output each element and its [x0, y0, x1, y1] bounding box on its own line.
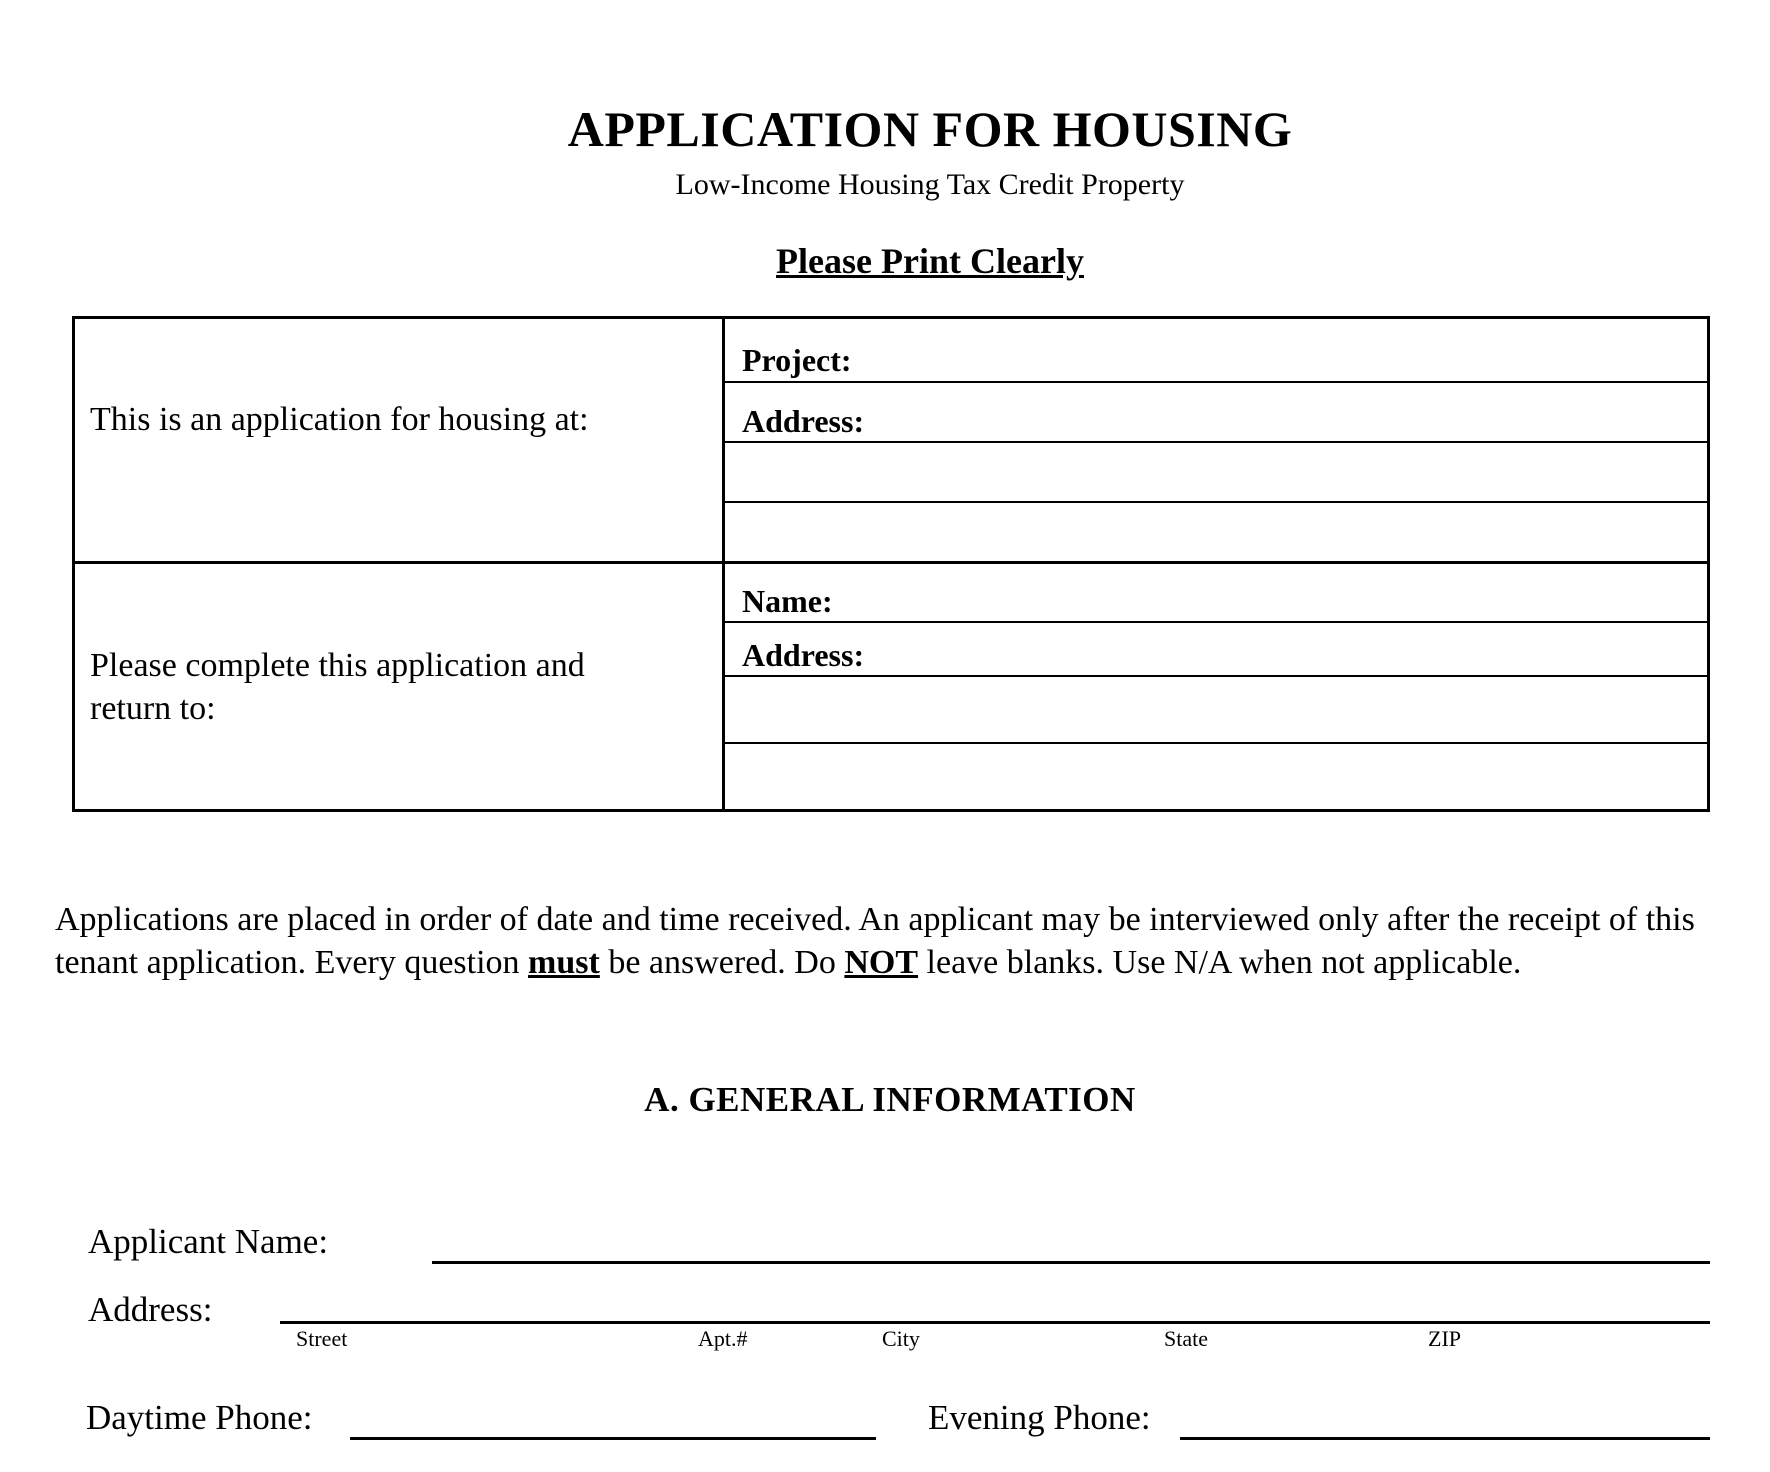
notice-text-2: be answered. Do: [599, 944, 845, 981]
notice-paragraph: [55, 898, 1755, 984]
project-address-line-1[interactable]: [724, 441, 1710, 443]
address-street-label: Street: [296, 1326, 348, 1351]
project-address-line-2[interactable]: [724, 501, 1710, 503]
daytime-phone-label: Daytime Phone:: [86, 1398, 313, 1437]
page-subtitle: Low-Income Housing Tax Credit Property: [675, 168, 1185, 201]
notice-must: must: [528, 944, 600, 981]
address-apt-label: Apt.#: [698, 1326, 748, 1351]
return-address-line-1[interactable]: [724, 675, 1710, 677]
info-table: [72, 316, 1710, 812]
page-title: APPLICATION FOR HOUSING: [567, 101, 1293, 157]
notice-not: NOT: [844, 944, 919, 981]
address-field[interactable]: [280, 1321, 1710, 1324]
project-address-label: Address:: [742, 403, 865, 439]
return-name-label: Name:: [742, 583, 833, 619]
housing-at-label: This is an application for housing at:: [90, 401, 589, 438]
address-state-label: State: [1164, 1326, 1208, 1351]
notice-text-3: leave blanks. Use N/A when not applicable.: [918, 944, 1522, 981]
section-a-title: A. GENERAL INFORMATION: [644, 1080, 1136, 1119]
info-table-row-separator: [72, 561, 1710, 564]
address-label: Address:: [88, 1290, 213, 1329]
daytime-phone-field[interactable]: [350, 1437, 876, 1440]
return-to-label: Please complete this application and return to:: [90, 647, 585, 727]
evening-phone-field[interactable]: [1180, 1437, 1710, 1440]
evening-phone-label: Evening Phone:: [928, 1398, 1151, 1437]
notice-text-1: Applications are placed in order of date and time received. An applicant may be interviewed only after the receipt of this tenant application. Every question: [55, 901, 1695, 981]
project-label: Project:: [742, 342, 852, 378]
return-address-line-2[interactable]: [724, 742, 1710, 744]
address-city-label: City: [882, 1326, 920, 1351]
address-zip-label: ZIP: [1428, 1326, 1461, 1351]
info-table-divider: [722, 316, 725, 812]
return-name-line[interactable]: [724, 621, 1710, 623]
applicant-name-field[interactable]: [432, 1261, 1710, 1264]
print-instruction: Please Print Clearly: [776, 241, 1084, 281]
project-field-line[interactable]: [724, 381, 1710, 383]
return-address-label: Address:: [742, 637, 865, 673]
applicant-name-label: Applicant Name:: [88, 1222, 329, 1261]
